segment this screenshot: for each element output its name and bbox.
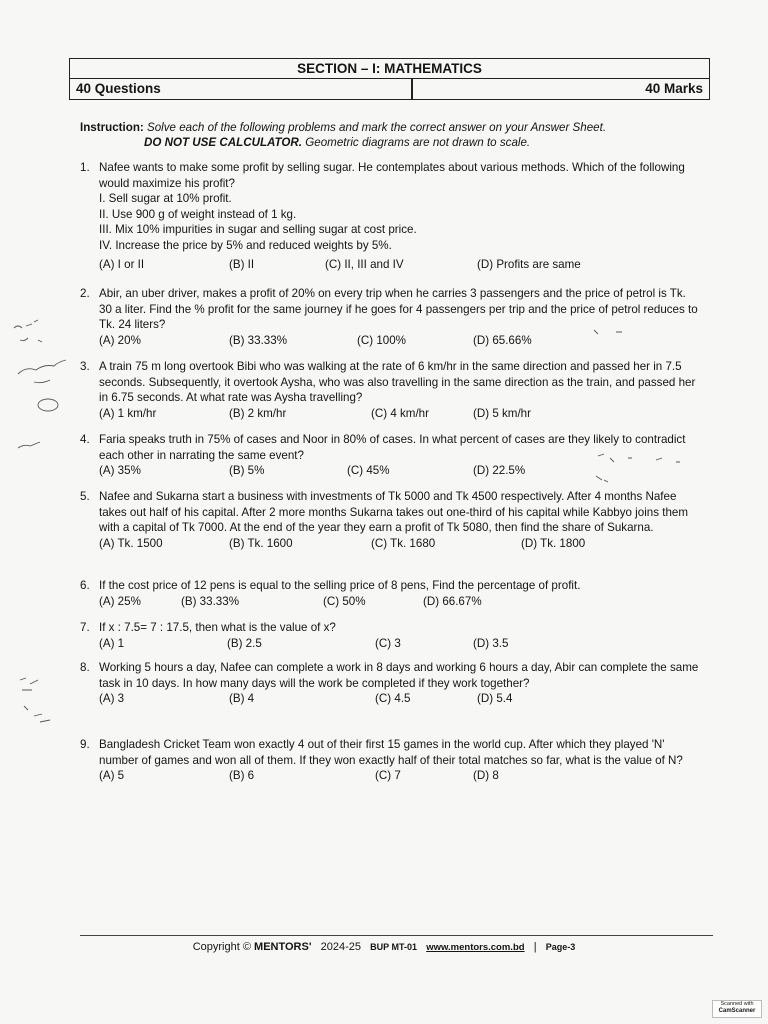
page-footer	[0, 939, 768, 956]
question-text: If the cost price of 12 pens is equal to the selling price of 8 pens, Find the percentage of profit.	[99, 579, 581, 592]
question-text: If x : 7.5= 7 : 17.5, then what is the value of x?	[99, 621, 336, 634]
option-b[interactable]: (B) 33.33%	[229, 333, 287, 347]
option-b[interactable]: (B) 6	[229, 769, 255, 783]
option-a[interactable]: (A) 1	[99, 636, 125, 650]
academic-year: 2024-25	[320, 941, 361, 953]
question-text: Faria speaks truth in 75% of cases and Noor in 80% of cases. In what percent of cases are they likely to contradict each other in narrating the same event?	[99, 433, 686, 462]
option-b[interactable]: (B) 2 km/hr	[229, 406, 287, 420]
option-c[interactable]: (C) 100%	[357, 333, 406, 347]
option-d[interactable]: (D) Profits are same	[477, 257, 581, 271]
option-d[interactable]: (D) 8	[473, 769, 499, 783]
instruction-lead: Instruction:	[80, 121, 144, 134]
question-text: Working 5 hours a day, Nafee can complete a work in 8 days and working 6 hours a day, Abir can complete the same task in 10 days. In how many days will the work be completed if they work together?	[99, 661, 699, 690]
option-d[interactable]: (D) 65.66%	[473, 333, 532, 347]
question-text: Bangladesh Cricket Team won exactly 4 out of their first 15 games in the world cup. After which they played 'N' number of games and won all of them. If they won exactly half of their total matches so far, what is the value of N?	[99, 738, 683, 767]
option-a[interactable]: (A) 20%	[99, 333, 141, 347]
option-a[interactable]: (A) I or II	[99, 257, 145, 271]
option-b[interactable]: (B) 5%	[229, 464, 265, 478]
page-number: Page-3	[545, 942, 576, 952]
question-number: 8.	[80, 661, 90, 674]
option-c[interactable]: (C) 3	[375, 636, 401, 650]
question-text: Nafee and Sukarna start a business with investments of Tk 5000 and Tk 4500 respectively. After 4 months Nafee takes out half of his capital. After 2 more months Sukarna takes out one-third of his capital while Kabbyo joins them with a capital of Tk 7000. At the end of the year they earn a profit of Tk 5080, then find the share of Sukarna.	[99, 490, 689, 535]
copyright-text: Copyright ©	[192, 941, 251, 953]
exam-code: BUP MT-01	[370, 942, 418, 952]
question-number: 1.	[80, 161, 90, 174]
question-number: 2.	[80, 287, 90, 300]
option-c[interactable]: (C) 4 km/hr	[371, 406, 429, 420]
scanner-caption: Scanned with	[720, 1001, 754, 1007]
option-a[interactable]: (A) 3	[99, 692, 125, 706]
footer-separator: |	[533, 941, 537, 953]
option-d[interactable]: (D) 5.4	[477, 692, 513, 706]
option-c[interactable]: (C) 7	[375, 769, 401, 783]
question-text: Nafee wants to make some profit by selling sugar. He contemplates about various methods. Which of the following would maximize his profit?	[99, 161, 685, 190]
option-a[interactable]: (A) 1 km/hr	[99, 406, 157, 420]
option-c[interactable]: (C) II, III and IV	[325, 257, 404, 271]
option-b[interactable]: (B) Tk. 1600	[229, 536, 293, 550]
footer-rule	[80, 935, 713, 936]
option-b[interactable]: (B) 33.33%	[181, 594, 239, 608]
question-text: Abir, an uber driver, makes a profit of 20% on every trip when he carries 3 passengers and the price of petrol is Tk. 30 a liter. Find the % profit for the same journey if he goes for 4 passengers per trip and the price of petrol reduces to Tk. 24 liters?	[99, 287, 698, 332]
option-b[interactable]: (B) 4	[229, 692, 255, 706]
option-a[interactable]: (A) 25%	[99, 594, 141, 608]
statement-3: III. Mix 10% impurities in sugar and selling sugar at cost price.	[99, 223, 417, 237]
question-number: 7.	[80, 621, 90, 634]
marks-count: 40 Marks	[645, 81, 703, 96]
question-number: 3.	[80, 360, 90, 373]
instruction-text: Solve each of the following problems and mark the correct answer on your Answer Sheet.	[147, 121, 607, 134]
question-number: 9.	[80, 738, 90, 751]
option-d[interactable]: (D) 66.67%	[423, 594, 482, 608]
question-number: 6.	[80, 579, 90, 592]
website-link[interactable]: www.mentors.com.bd	[426, 942, 525, 953]
statement-1: I. Sell sugar at 10% profit.	[99, 192, 232, 206]
instruction-warning: DO NOT USE CALCULATOR.	[144, 136, 303, 149]
option-a[interactable]: (A) Tk. 1500	[99, 536, 163, 550]
option-c[interactable]: (C) 45%	[347, 464, 390, 478]
scanner-brand: CamScanner	[718, 1008, 756, 1014]
camscanner-badge	[712, 1000, 762, 1018]
option-a[interactable]: (A) 5	[99, 769, 125, 783]
statement-4: IV. Increase the price by 5% and reduced weights by 5%.	[99, 238, 392, 252]
question-number: 4.	[80, 433, 90, 446]
option-c[interactable]: (C) 4.5	[375, 692, 411, 706]
brand-logo: MENTORS'	[254, 941, 312, 953]
question-number: 5.	[80, 490, 90, 503]
option-d[interactable]: (D) Tk. 1800	[521, 536, 586, 550]
question-text: A train 75 m long overtook Bibi who was walking at the rate of 6 km/hr in the same direction and passed her in 7.5 seconds. Subsequently, it overtook Aysha, who was also travelling in the same direction as the train, and passed her in 6.75 seconds. At what rate was Aysha travelling?	[99, 360, 696, 405]
option-c[interactable]: (C) Tk. 1680	[371, 536, 436, 550]
statement-2: II. Use 900 g of weight instead of 1 kg.	[99, 207, 297, 221]
option-b[interactable]: (B) II	[229, 257, 255, 271]
option-c[interactable]: (C) 50%	[323, 594, 366, 608]
section-title: SECTION – I: MATHEMATICS	[70, 59, 709, 79]
option-d[interactable]: (D) 3.5	[473, 636, 509, 650]
option-d[interactable]: (D) 5 km/hr	[473, 406, 531, 420]
question-count: 40 Questions	[76, 81, 161, 96]
option-a[interactable]: (A) 35%	[99, 464, 141, 478]
instruction-note: Geometric diagrams are not drawn to scale.	[305, 136, 531, 149]
option-d[interactable]: (D) 22.5%	[473, 464, 526, 478]
option-b[interactable]: (B) 2.5	[227, 636, 262, 650]
